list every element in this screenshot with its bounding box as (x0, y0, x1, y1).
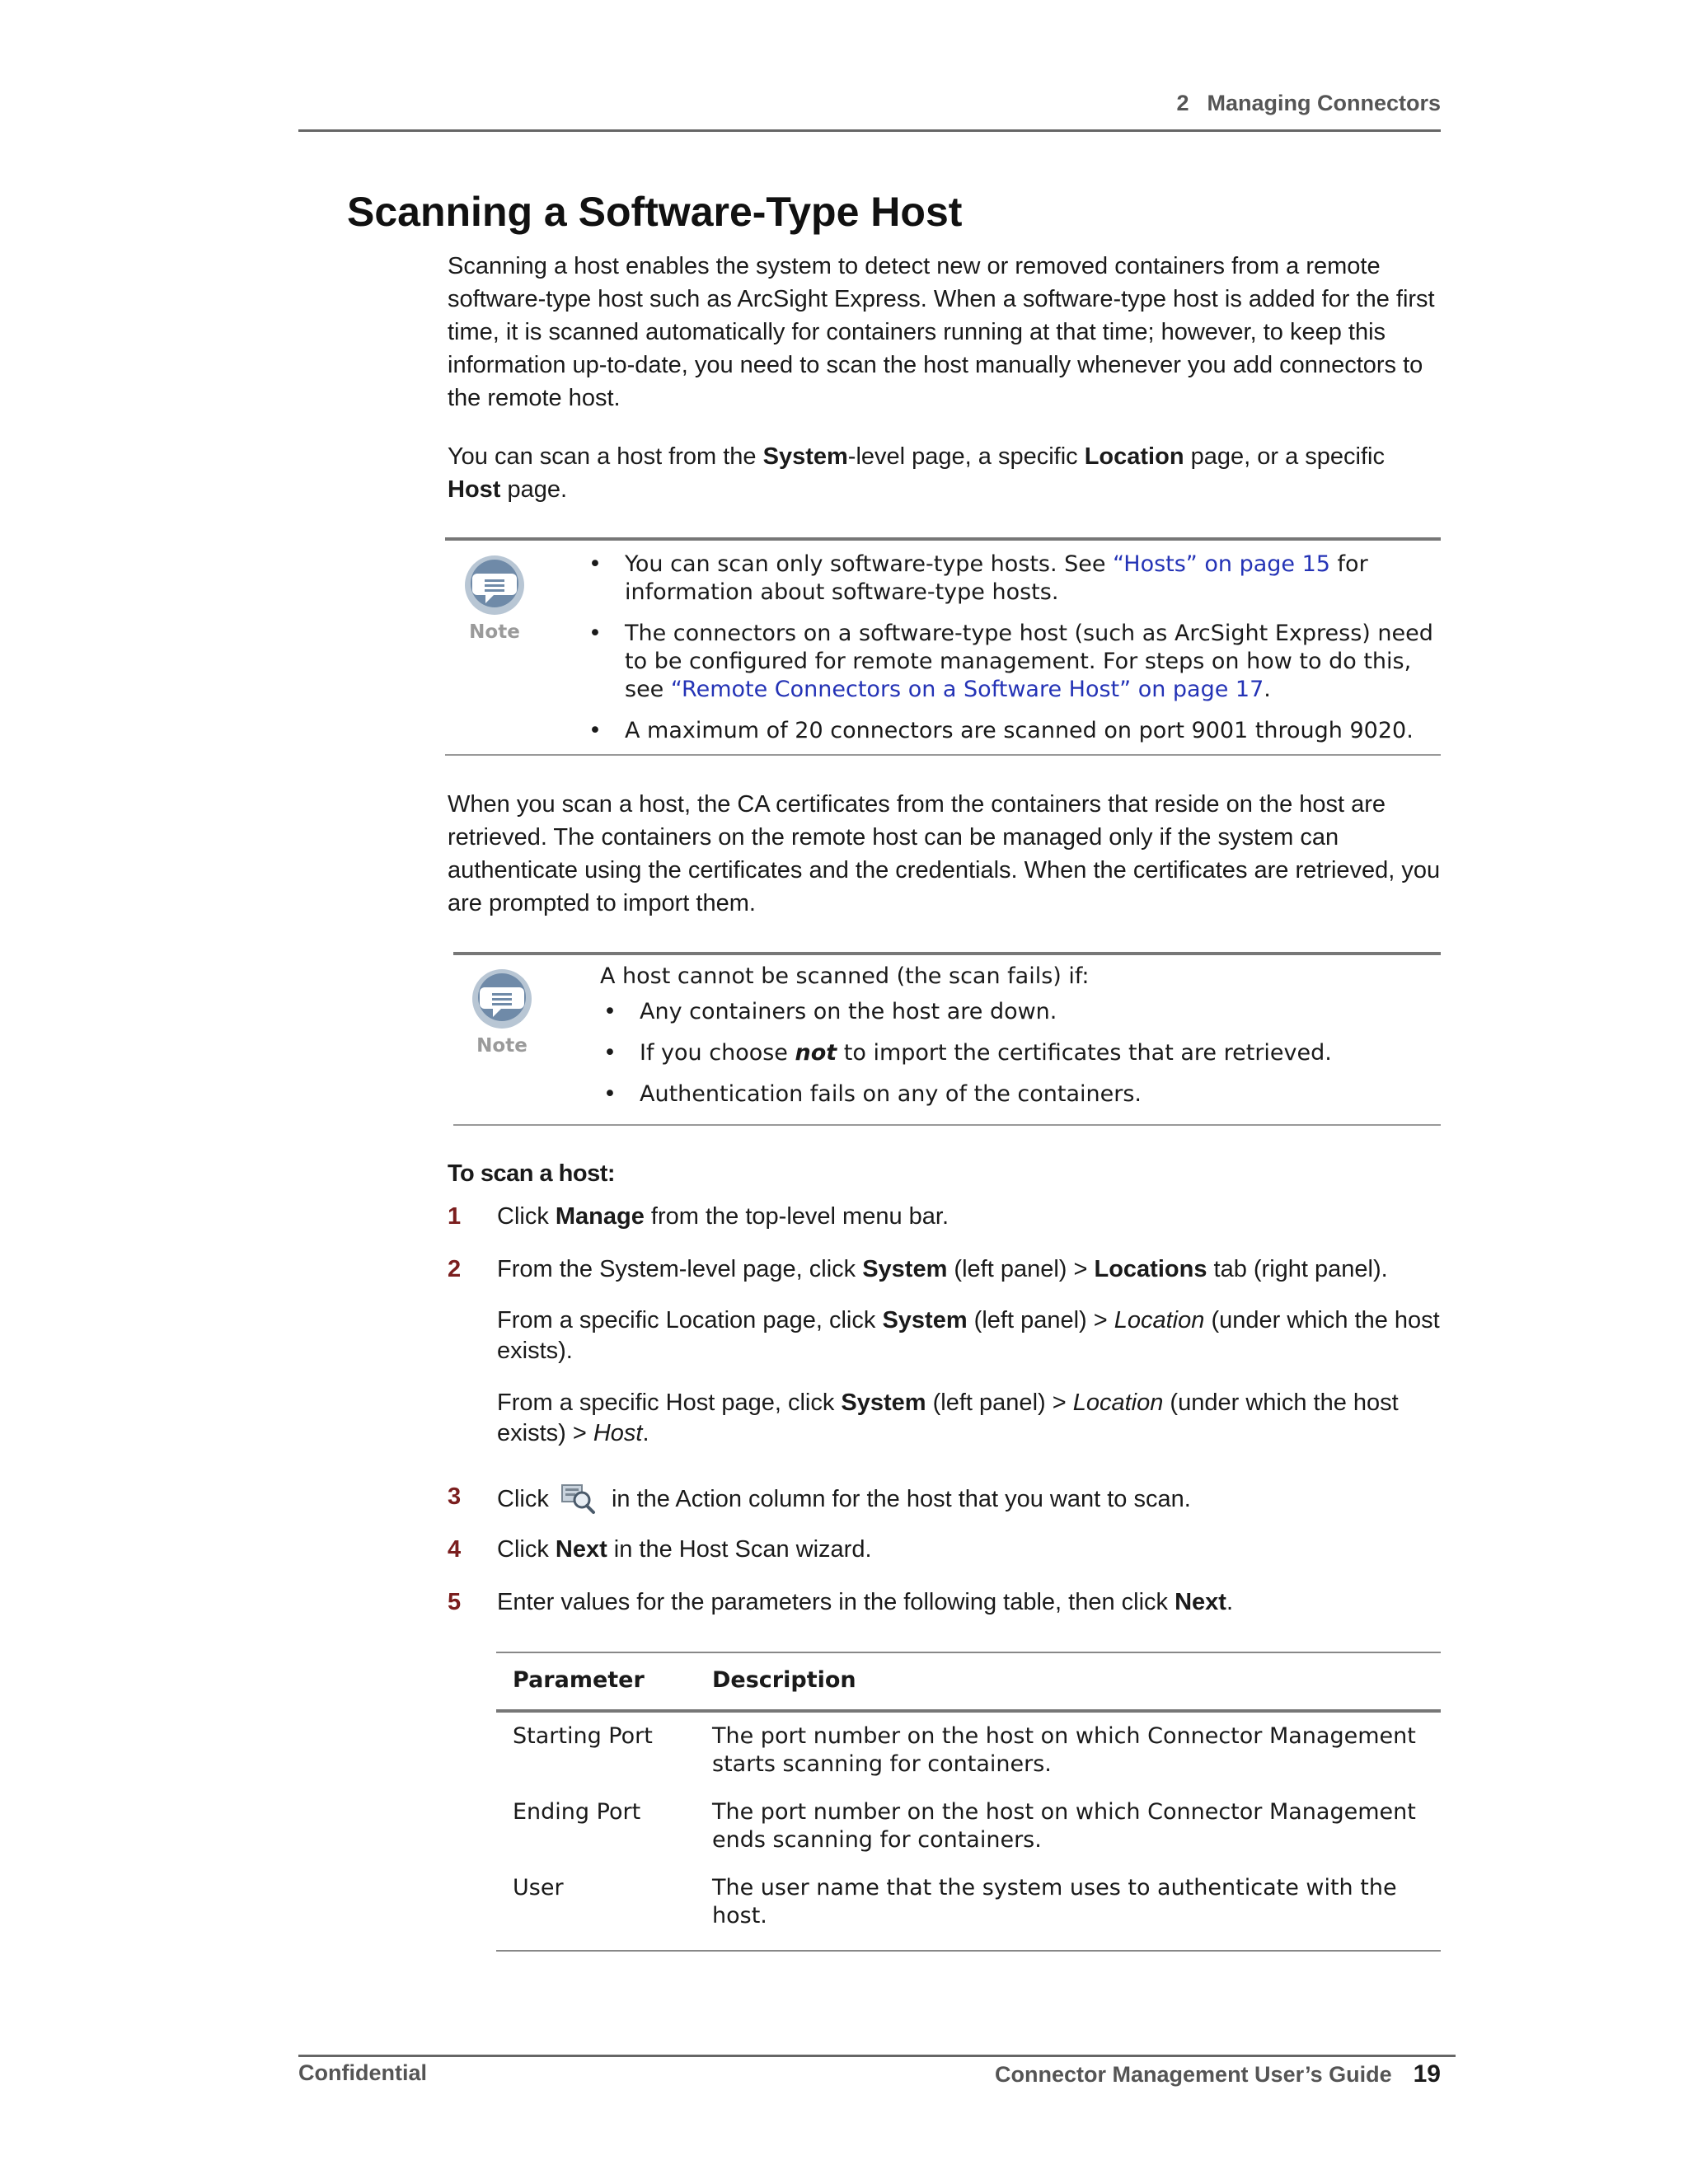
table-cell: The port number on the host on which Connector Management starts scanning for containers. (712, 1723, 1416, 1777)
step-2: 2 From the System-level page, click System (left panel) > Locations tab (right panel). (448, 1254, 1445, 1285)
list-item: • Any containers on the host are down. (603, 999, 1057, 1024)
table-cell: The port number on the host on which Connector Management ends scanning for containers. (712, 1799, 1416, 1853)
step-number: 2 (448, 1256, 462, 1282)
step-2-host-note: From a specific Host page, click System (left panel) > Location (under which the host exists) > Host. (497, 1390, 1399, 1446)
footer-guide (0, 2060, 1441, 2088)
guide-title: Connector Management User’s Guide (995, 2062, 1392, 2087)
table-row (496, 1711, 1441, 1798)
note1-icon-block (457, 555, 532, 643)
note-speech-bubble-icon (461, 555, 528, 620)
page-number: 19 (1413, 2060, 1441, 2088)
step-1: 1 Click Manage from the top-level menu bar. (448, 1202, 1445, 1232)
scan-magnifier-icon[interactable] (560, 1482, 597, 1515)
step-4: 4 Click Next in the Host Scan wizard. (448, 1535, 1445, 1565)
list-item: • A maximum of 20 connectors are scanned on port 9001 through 9020. (588, 718, 1414, 743)
note2-icon-block (465, 969, 539, 1057)
note-speech-bubble-icon (468, 969, 536, 1033)
step-number: 1 (448, 1203, 462, 1230)
chapter-number: 2 (1176, 91, 1189, 115)
table-header-row (496, 1652, 1441, 1711)
link-remote-connectors[interactable]: “Remote Connectors on a Software Host” on page 17 (670, 677, 1264, 702)
step-number: 5 (448, 1589, 462, 1615)
step-2-location-note: From a specific Location page, click System (left panel) > Location (under which the host exists). (497, 1307, 1440, 1364)
scan-from-paragraph: You can scan a host from the System-level page, a specific Location page, or a specific Host page. (448, 443, 1385, 503)
note2-intro: A host cannot be scanned (the scan fails) if: (600, 963, 1090, 989)
parameter-table (496, 1652, 1441, 1952)
table-row (496, 1798, 1441, 1874)
note1-bottom-rule (445, 754, 1441, 756)
step-number: 3 (448, 1483, 462, 1510)
certificates-paragraph: When you scan a host, the CA certificates from the containers that reside on the host are retrieved. The containers on the remote host can be managed only if the system can authenticate using the certificates and the credentials. When the certificates are retrieved, you are prompted to import them. (448, 791, 1441, 916)
step-number: 4 (448, 1536, 462, 1563)
step-3: 3 Click in the Action column for the host that you want to scan. (448, 1482, 1445, 1515)
note2-top-rule (453, 952, 1441, 955)
table-row (496, 1874, 1441, 1951)
footer-confidential: Confidential (298, 2060, 427, 2085)
list-item: • You can scan only software-type hosts. See “Hosts” on page 15 for information about software-type hosts. (588, 551, 1368, 605)
note1-label: Note (469, 621, 520, 643)
step-5: 5 Enter values for the parameters in the following table, then click Next. (448, 1587, 1445, 1618)
header-rule (298, 129, 1441, 132)
table-cell: Starting Port (513, 1723, 653, 1749)
footer-rule (298, 2055, 1456, 2057)
list-item: • The connectors on a software-type host (such as ArcSight Express) need to be configured for remote management. For steps on how to do this, see “Remote Connectors on a Software Host” on page 17. (588, 621, 1433, 702)
procedure-heading: To scan a host: (448, 1160, 616, 1187)
note1-bullets (585, 551, 1442, 758)
column-header: Description (712, 1667, 856, 1693)
link-hosts[interactable]: “Hosts” on page 15 (1113, 551, 1330, 577)
note2-content (600, 963, 1441, 1122)
running-header (0, 91, 1441, 116)
column-header: Parameter (513, 1667, 645, 1693)
table-cell: User (513, 1875, 564, 1900)
table-cell: Ending Port (513, 1799, 641, 1825)
note2-bottom-rule (453, 1124, 1441, 1126)
section-title: Scanning a Software-Type Host (347, 189, 963, 235)
note2-label: Note (476, 1035, 528, 1057)
note1-top-rule (445, 537, 1441, 541)
table-cell: The user name that the system uses to authenticate with the host. (712, 1875, 1397, 1929)
list-item: • Authentication fails on any of the containers. (603, 1081, 1142, 1107)
chapter-title: Managing Connectors (1207, 91, 1441, 115)
list-item: • If you choose not to import the certificates that are retrieved. (603, 1040, 1332, 1066)
intro-paragraph: Scanning a host enables the system to detect new or removed containers from a remote software-type host such as ArcSight Express. When a software-type host is added for the first time, it is scanned automatically for containers running at that time; however, to keep this information up-to-date, you need to scan the host manually whenever you add connectors to the remote host. (448, 253, 1435, 411)
